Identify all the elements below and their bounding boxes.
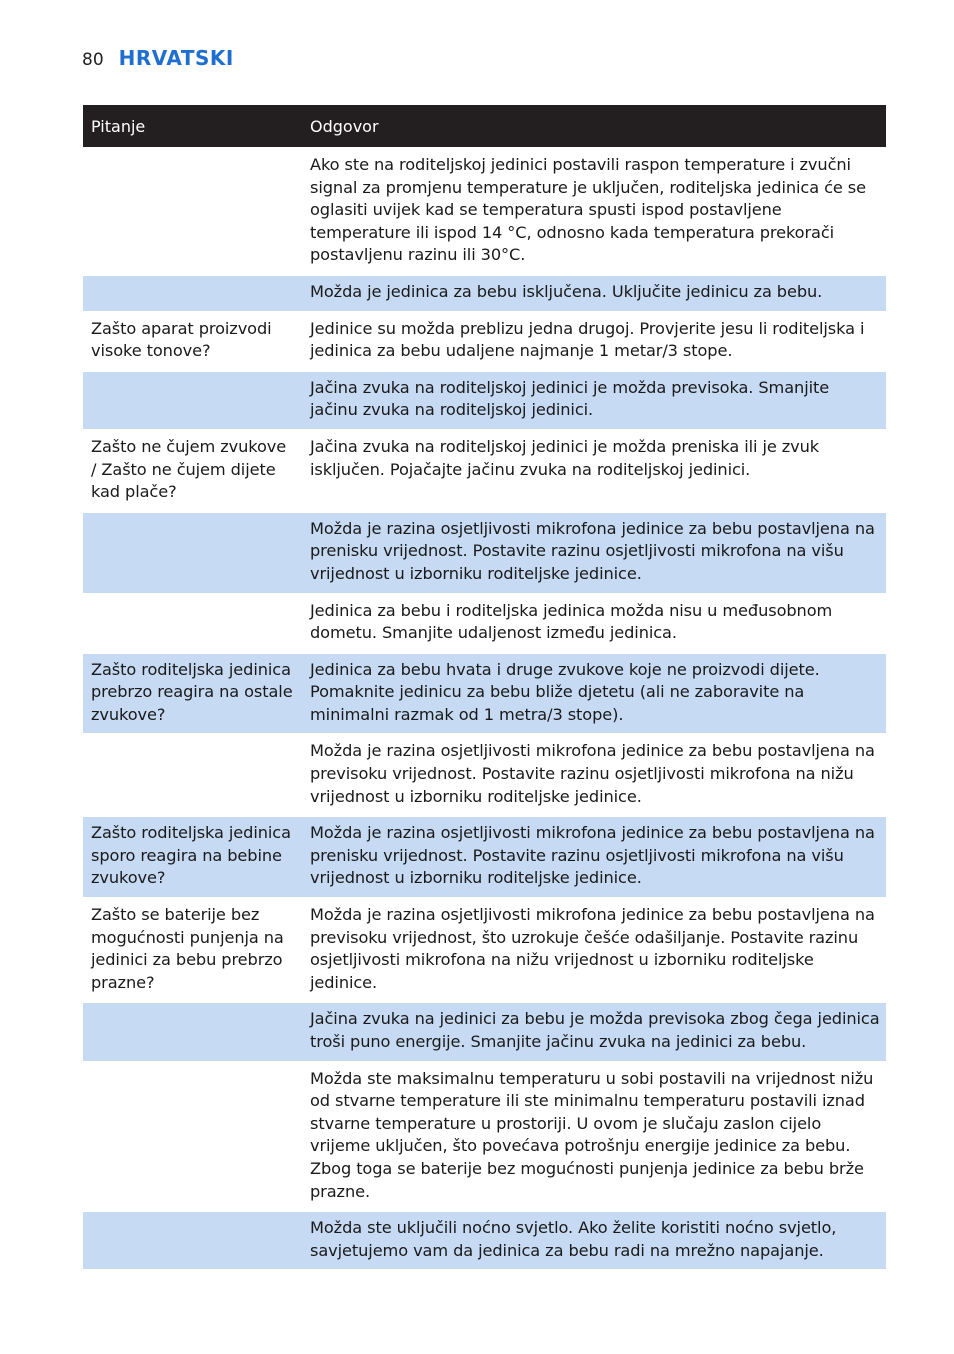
question-cell xyxy=(83,148,302,275)
answer-cell: Jedinice su možda preblizu jedna drugoj. Provjerite jesu li roditeljska i jedinica za bebu udaljene najmanje 1 metar/3 stope. xyxy=(302,312,886,371)
table-row xyxy=(83,275,886,312)
question-cell xyxy=(83,1062,302,1212)
question-cell: Zašto ne čujem zvukove / Zašto ne čujem dijete kad plače? xyxy=(83,430,302,512)
answer-cell: Možda ste maksimalnu temperaturu u sobi postavili na vrijednost nižu od stvarne temperature ili ste minimalnu temperaturu postavili iznad stvarne temperature u prostoriji. U ovom je slučaju zaslon cijelo vrijeme uključen, što povećava potrošnju energije jedinice za bebu. Zbog toga se baterije bez mogućnosti punjenja jedinice za bebu brže prazne. xyxy=(302,1062,886,1212)
column-header-question: Pitanje xyxy=(83,105,302,148)
faq-table xyxy=(83,105,886,1269)
table-row xyxy=(83,734,886,816)
table-row xyxy=(83,312,886,371)
table-row xyxy=(83,1211,886,1269)
answer-cell: Možda je razina osjetljivosti mikrofona jedinice za bebu postavljena na prenisku vrijednost. Postavite razinu osjetljivosti mikrofona na višu vrijednost u izborniku roditeljske jedinice. xyxy=(302,816,886,898)
table-row xyxy=(83,512,886,594)
answer-cell: Možda je razina osjetljivosti mikrofona jedinice za bebu postavljena na previsoku vrijednost. Postavite razinu osjetljivosti mikrofona na nižu vrijednost u izborniku roditeljske jedinice. xyxy=(302,734,886,816)
question-cell xyxy=(83,512,302,594)
question-cell xyxy=(83,1211,302,1269)
table-row xyxy=(83,1002,886,1061)
table-header-row xyxy=(83,105,886,148)
question-cell xyxy=(83,275,302,312)
table-row xyxy=(83,1062,886,1212)
answer-cell: Ako ste na roditeljskoj jedinici postavili raspon temperature i zvučni signal za promjenu temperature je uključen, roditeljska jedinica će se oglasiti uvijek kad se temperatura spusti ispod postavljene temperature ili ispod 14 °C, odnosno kada temperatura prekorači postavljenu razinu ili 30°C. xyxy=(302,148,886,275)
table-row xyxy=(83,653,886,735)
question-cell xyxy=(83,1002,302,1061)
section-title: HRVATSKI xyxy=(118,46,234,70)
answer-cell: Jedinica za bebu i roditeljska jedinica možda nisu u međusobnom dometu. Smanjite udaljenost između jedinica. xyxy=(302,594,886,653)
page-header xyxy=(82,46,234,76)
answer-cell: Možda je razina osjetljivosti mikrofona jedinice za bebu postavljena na previsoku vrijednost, što uzrokuje češće odašiljanje. Postavite razinu osjetljivosti mikrofona na nižu vrijednost u izborniku roditeljske jedinice. xyxy=(302,898,886,1002)
answer-cell: Jedinica za bebu hvata i druge zvukove koje ne proizvodi dijete. Pomaknite jedinicu za bebu bliže djetetu (ali ne zaboravite na minimalni razmak od 1 metra/3 stope). xyxy=(302,653,886,735)
question-cell: Zašto roditeljska jedinica prebrzo reagira na ostale zvukove? xyxy=(83,653,302,735)
question-cell: Zašto aparat proizvodi visoke tonove? xyxy=(83,312,302,371)
question-cell xyxy=(83,734,302,816)
answer-cell: Jačina zvuka na jedinici za bebu je možda previsoka zbog čega jedinica troši puno energije. Smanjite jačinu zvuka na jedinici za bebu. xyxy=(302,1002,886,1061)
answer-cell: Možda je jedinica za bebu isključena. Uključite jedinicu za bebu. xyxy=(302,275,886,312)
answer-cell: Jačina zvuka na roditeljskoj jedinici je možda previsoka. Smanjite jačinu zvuka na roditeljskoj jedinici. xyxy=(302,371,886,430)
answer-cell: Možda ste uključili noćno svjetlo. Ako želite koristiti noćno svjetlo, savjetujemo vam da jedinica za bebu radi na mrežno napajanje. xyxy=(302,1211,886,1269)
table-row xyxy=(83,594,886,653)
question-cell xyxy=(83,371,302,430)
table-row xyxy=(83,816,886,898)
question-cell: Zašto se baterije bez mogućnosti punjenja na jedinici za bebu prebrzo prazne? xyxy=(83,898,302,1002)
question-cell xyxy=(83,594,302,653)
answer-cell: Jačina zvuka na roditeljskoj jedinici je možda preniska ili je zvuk isključen. Pojačajte jačinu zvuka na roditeljskoj jedinici. xyxy=(302,430,886,512)
table-row xyxy=(83,898,886,1002)
faq-table-body xyxy=(83,148,886,1269)
answer-cell: Možda je razina osjetljivosti mikrofona jedinice za bebu postavljena na prenisku vrijednost. Postavite razinu osjetljivosti mikrofona na višu vrijednost u izborniku roditeljske jedinice. xyxy=(302,512,886,594)
table-row xyxy=(83,148,886,275)
table-row xyxy=(83,371,886,430)
column-header-answer: Odgovor xyxy=(302,105,886,148)
page-number: 80 xyxy=(82,50,104,70)
question-cell: Zašto roditeljska jedinica sporo reagira na bebine zvukove? xyxy=(83,816,302,898)
table-row xyxy=(83,430,886,512)
